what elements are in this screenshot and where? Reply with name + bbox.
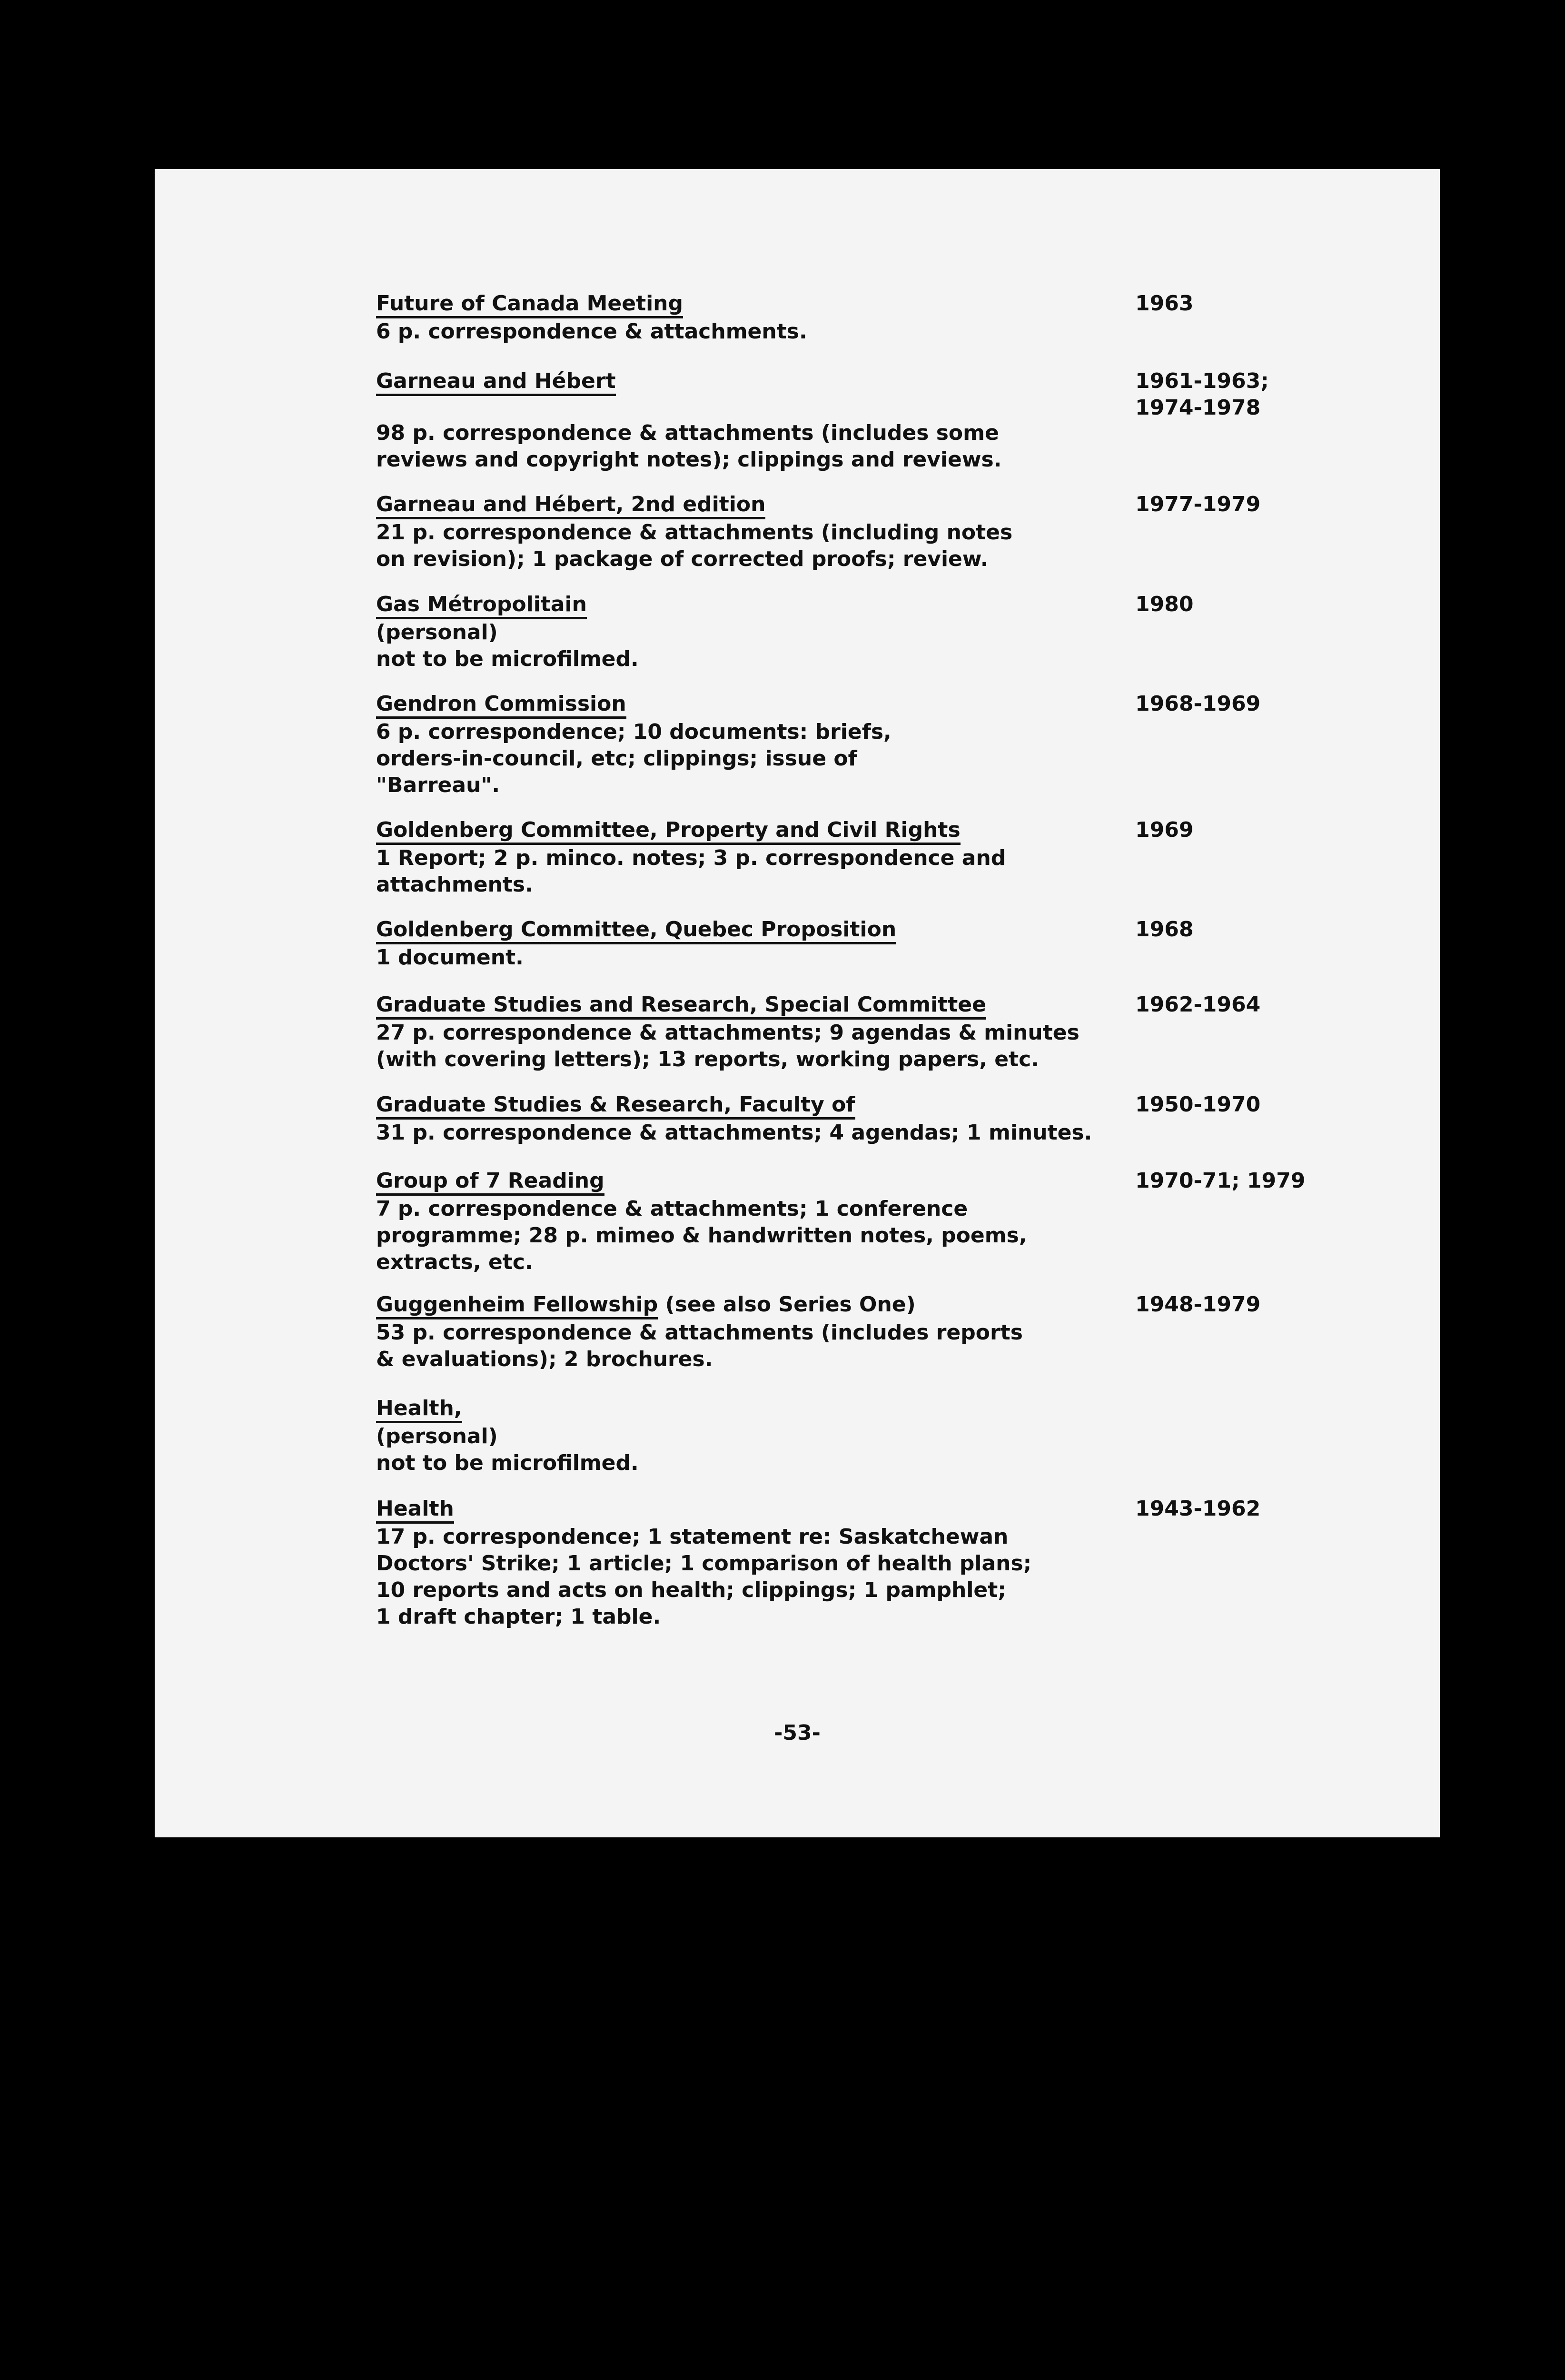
entry-heading-line — [376, 916, 1209, 944]
entry-description-line: 17 p. correspondence; 1 statement re: Saskatchewan — [376, 1525, 1009, 1549]
entry-dates — [1135, 916, 1421, 943]
entry-description-line: 98 p. correspondence & attachments (includes some — [376, 421, 999, 445]
entry-description-line: programme; 28 p. mimeo & handwritten notes, poems, — [376, 1223, 1027, 1248]
entry-date: 1980 — [1135, 592, 1194, 616]
entry-dates — [1135, 368, 1421, 421]
entry-heading-line — [376, 691, 1209, 719]
entry-description-line: 27 p. correspondence & attachments; 9 agendas & minutes — [376, 1021, 1080, 1045]
entry-item — [376, 1168, 1209, 1276]
entry-dates — [1135, 817, 1421, 843]
entry-date: 1974-1978 — [1135, 396, 1261, 420]
entry-dates — [1135, 1291, 1421, 1318]
entry-description-line: extracts, etc. — [376, 1250, 533, 1274]
entry-date: 1950-1970 — [1135, 1092, 1261, 1117]
entry-description-line: 31 p. correspondence & attachments; 4 agendas; 1 minutes. — [376, 1121, 1092, 1145]
entry-heading: Future of Canada Meeting — [376, 292, 683, 318]
entry-dates — [1135, 290, 1421, 317]
entry-description-line: (with covering letters); 13 reports, working papers, etc. — [376, 1047, 1039, 1071]
entry-date: 1969 — [1135, 818, 1194, 842]
entry-heading: Garneau and Hébert — [376, 369, 616, 396]
entry-description-line: "Barreau". — [376, 773, 500, 797]
entry-dates — [1135, 591, 1421, 618]
entry-description-line: 6 p. correspondence & attachments. — [376, 319, 807, 344]
entry-heading: Gendron Commission — [376, 692, 626, 719]
entry-heading: Group of 7 Reading — [376, 1169, 604, 1196]
entry-date: 1968-1969 — [1135, 692, 1261, 716]
entry-date: 1948-1979 — [1135, 1292, 1261, 1317]
entry-description-line: 53 p. correspondence & attachments (includes reports — [376, 1320, 1023, 1345]
entry-heading: Goldenberg Committee, Quebec Proposition — [376, 918, 896, 944]
entry-item — [376, 817, 1209, 898]
document-page — [155, 169, 1440, 1837]
entry-dates — [1135, 1496, 1421, 1522]
entry-heading-note: (see also Series One) — [658, 1292, 916, 1317]
entry-description-line: 10 reports and acts on health; clippings; 1 pamphlet; — [376, 1578, 1006, 1602]
entry-item — [376, 916, 1209, 971]
entry-spacer — [376, 396, 1209, 420]
entry-heading: Health, — [376, 1397, 462, 1423]
entry-description-line: Doctors' Strike; 1 article; 1 comparison of health plans; — [376, 1551, 1032, 1576]
entry-heading-line — [376, 1091, 1209, 1120]
entry-item — [376, 1291, 1209, 1373]
entry-item — [376, 1395, 1209, 1477]
entry-date: 1943-1962 — [1135, 1497, 1261, 1521]
entry-date: 1968 — [1135, 917, 1194, 942]
entry-heading: Goldenberg Committee, Property and Civil Rights — [376, 818, 961, 845]
entry-description-line: 1 draft chapter; 1 table. — [376, 1605, 661, 1629]
entry-dates — [1135, 1091, 1421, 1118]
entry-item — [376, 1091, 1209, 1146]
page-number: -53- — [774, 1721, 821, 1745]
entry-description-line: 6 p. correspondence; 10 documents: briefs, — [376, 720, 891, 744]
entry-heading-line — [376, 491, 1209, 519]
entry-heading-line — [376, 1496, 1209, 1524]
entry-item — [376, 368, 1209, 473]
entry-description-line: (personal) — [376, 620, 498, 645]
entry-item — [376, 591, 1209, 673]
entry-heading-line — [376, 817, 1209, 845]
entry-heading-line — [376, 992, 1209, 1020]
entry-item — [376, 1496, 1209, 1630]
entry-date: 1970-71; 1979 — [1135, 1169, 1306, 1193]
entry-description-line: on revision); 1 package of corrected proofs; review. — [376, 547, 989, 571]
entry-heading-line — [376, 1395, 1209, 1423]
entry-heading-line — [376, 1168, 1209, 1196]
entry-heading-line — [376, 1291, 1209, 1319]
entry-heading: Graduate Studies & Research, Faculty of — [376, 1093, 855, 1120]
entry-item — [376, 290, 1209, 345]
entry-item — [376, 691, 1209, 799]
entry-description-line: 7 p. correspondence & attachments; 1 conference — [376, 1197, 968, 1221]
entry-item — [376, 491, 1209, 573]
entry-dates — [1135, 691, 1421, 717]
entry-date: 1961-1963; — [1135, 369, 1269, 393]
entry-description-line: not to be microfilmed. — [376, 1451, 639, 1475]
entry-description-line: 1 Report; 2 p. minco. notes; 3 p. correspondence and — [376, 846, 1006, 870]
entry-heading-line — [376, 591, 1209, 619]
entry-description-line: orders-in-council, etc; clippings; issue of — [376, 746, 857, 771]
entry-description-line: not to be microfilmed. — [376, 647, 639, 671]
entry-description-line: attachments. — [376, 873, 533, 897]
entry-heading: Gas Métropolitain — [376, 593, 587, 619]
entry-heading: Garneau and Hébert, 2nd edition — [376, 493, 765, 519]
entry-heading-line — [376, 290, 1209, 318]
entry-dates — [1135, 491, 1421, 518]
entry-heading: Guggenheim Fellowship — [376, 1293, 658, 1319]
entry-description-line: 1 document. — [376, 945, 524, 970]
entry-description-line: reviews and copyright notes); clippings and reviews. — [376, 447, 1002, 472]
entry-description-line: (personal) — [376, 1424, 498, 1448]
entry-date: 1962-1964 — [1135, 992, 1261, 1017]
entry-item — [376, 992, 1209, 1073]
entry-date: 1963 — [1135, 291, 1194, 316]
entry-description-line: 21 p. correspondence & attachments (including notes — [376, 520, 1013, 545]
entry-date: 1977-1979 — [1135, 492, 1261, 516]
entry-heading-line — [376, 368, 1209, 396]
entry-dates — [1135, 1168, 1421, 1194]
entry-description-line: & evaluations); 2 brochures. — [376, 1347, 713, 1371]
entry-heading: Health — [376, 1497, 454, 1524]
entry-dates — [1135, 992, 1421, 1018]
entry-heading: Graduate Studies and Research, Special Committee — [376, 993, 986, 1020]
